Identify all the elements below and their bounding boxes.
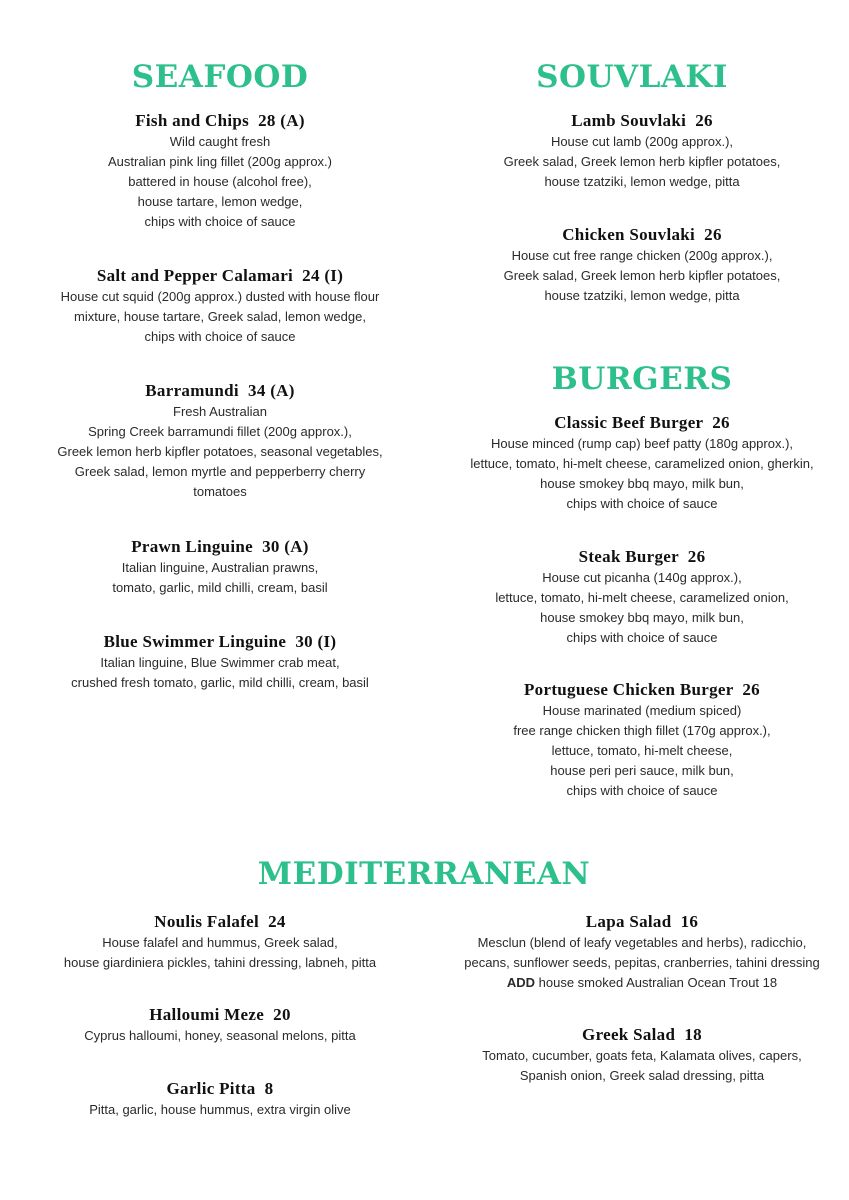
desc-line: lettuce, tomato, hi-melt cheese, <box>551 743 733 758</box>
menu-item-lamb-souvlaki <box>442 110 842 192</box>
menu-item-title: Portuguese Chicken Burger 26 <box>524 680 760 699</box>
menu-item-lapa-salad <box>442 911 842 993</box>
menu-item-description <box>20 132 420 232</box>
desc-line: house peri peri sauce, milk bun, <box>550 763 734 778</box>
menu-item-fish-and-chips <box>20 110 420 232</box>
desc-line: lettuce, tomato, hi-melt cheese, caramelized onion, gherkin, <box>470 456 814 471</box>
menu-item-halloumi-meze <box>20 1004 420 1046</box>
desc-line: house tartare, lemon wedge, <box>137 194 303 209</box>
menu-item-title: Halloumi Meze 20 <box>149 1005 291 1024</box>
menu-item-description <box>442 568 842 648</box>
menu-item-description <box>442 246 842 306</box>
desc-line: Fresh Australian <box>173 404 267 419</box>
desc-line: chips with choice of sauce <box>566 630 718 645</box>
desc-line: house tzatziki, lemon wedge, pitta <box>544 288 740 303</box>
menu-item-greek-salad <box>442 1024 842 1086</box>
desc-line: chips with choice of sauce <box>144 214 296 229</box>
desc-line: chips with choice of sauce <box>566 496 718 511</box>
menu-item-description <box>442 1046 842 1086</box>
menu-item-title: Noulis Falafel 24 <box>154 912 286 931</box>
desc-line: house smokey bbq mayo, milk bun, <box>540 476 744 491</box>
menu-item-title: Lamb Souvlaki 26 <box>571 111 713 130</box>
menu-item-description <box>442 701 842 801</box>
menu-item-description <box>20 1026 420 1046</box>
desc-line: House marinated (medium spiced) <box>542 703 742 718</box>
seafood-heading: SEAFOOD <box>131 59 309 95</box>
desc-line: Greek salad, Greek lemon herb kipfler potatoes, <box>503 268 781 283</box>
desc-line: House falafel and hummus, Greek salad, <box>102 935 338 950</box>
menu-item-noulis-falafel <box>20 911 420 973</box>
menu-item-description <box>20 653 420 693</box>
desc-line: free range chicken thigh fillet (170g approx.), <box>513 723 771 738</box>
desc-line: Pitta, garlic, house hummus, extra virgin olive <box>89 1102 351 1117</box>
souvlaki-heading: SOUVLAKI <box>536 59 728 95</box>
desc-line: House cut free range chicken (200g approx.), <box>511 248 773 263</box>
menu-item-title: Garlic Pitta 8 <box>166 1079 274 1098</box>
menu-item-title: Classic Beef Burger 26 <box>554 413 730 432</box>
desc-line: Cyprus halloumi, honey, seasonal melons, pitta <box>84 1028 356 1043</box>
desc-line: tomatoes <box>193 484 247 499</box>
burgers-heading: BURGERS <box>551 361 733 397</box>
menu-item-description <box>20 558 420 598</box>
menu-item-title: Fish and Chips 28 (A) <box>135 111 305 130</box>
menu-item-portuguese-chicken-burger <box>442 679 842 801</box>
desc-line: House cut picanha (140g approx.), <box>542 570 742 585</box>
desc-line: House cut squid (200g approx.) dusted with house flour <box>60 289 380 304</box>
menu-item-classic-beef-burger <box>442 412 842 514</box>
desc-line: battered in house (alcohol free), <box>128 174 312 189</box>
menu-item-title: Steak Burger 26 <box>578 547 706 566</box>
desc-line: Wild caught fresh <box>169 134 271 149</box>
desc-line: House cut lamb (200g approx.), <box>550 134 734 149</box>
menu-item-description <box>20 933 420 973</box>
menu-item-garlic-pitta <box>20 1078 420 1120</box>
menu-item-chicken-souvlaki <box>442 224 842 306</box>
desc-line: mixture, house tartare, Greek salad, lemon wedge, <box>74 309 366 324</box>
menu-item-title: Chicken Souvlaki 26 <box>562 225 722 244</box>
desc-line: chips with choice of sauce <box>566 783 718 798</box>
desc-line: Greek salad, Greek lemon herb kipfler potatoes, <box>503 154 781 169</box>
menu-item-steak-burger <box>442 546 842 648</box>
desc-line: crushed fresh tomato, garlic, mild chilli, cream, basil <box>71 675 369 690</box>
desc-line: Australian pink ling fillet (200g approx.) <box>107 154 332 169</box>
desc-line: Italian linguine, Australian prawns, <box>121 560 319 575</box>
menu-item-description <box>442 132 842 192</box>
desc-line: Italian linguine, Blue Swimmer crab meat, <box>100 655 340 670</box>
menu-item-salt-pepper-calamari <box>20 265 420 347</box>
menu-item-prawn-linguine <box>20 536 420 598</box>
mediterranean-heading: MEDITERRANEAN <box>257 856 591 892</box>
menu-item-title: Blue Swimmer Linguine 30 (I) <box>103 632 337 651</box>
menu-item-barramundi <box>20 380 420 502</box>
add-on-line <box>442 973 842 993</box>
desc-line: Spring Creek barramundi fillet (200g approx.), <box>88 424 352 439</box>
desc-line: Spanish onion, Greek salad dressing, pitta <box>519 1068 765 1083</box>
desc-line: lettuce, tomato, hi-melt cheese, caramelized onion, <box>495 590 789 605</box>
desc-line: chips with choice of sauce <box>144 329 296 344</box>
menu-item-title: Barramundi 34 (A) <box>145 381 295 400</box>
add-on-text: house smoked Australian Ocean Trout 18 <box>535 975 778 990</box>
menu-item-description <box>20 1100 420 1120</box>
menu-item-title: Greek Salad 18 <box>582 1025 702 1044</box>
desc-line: tomato, garlic, mild chilli, cream, basil <box>112 580 328 595</box>
desc-line: House minced (rump cap) beef patty (180g approx.), <box>490 436 794 451</box>
menu-item-blue-swimmer-linguine <box>20 631 420 693</box>
desc-line: house smokey bbq mayo, milk bun, <box>540 610 744 625</box>
add-label: ADD <box>506 975 536 990</box>
desc-line: Greek lemon herb kipfler potatoes, seasonal vegetables, <box>57 444 383 459</box>
menu-item-title: Salt and Pepper Calamari 24 (I) <box>96 266 344 285</box>
desc-line: house tzatziki, lemon wedge, pitta <box>544 174 740 189</box>
desc-line: Mesclun (blend of leafy vegetables and herbs), radicchio, <box>477 935 807 950</box>
desc-line: Greek salad, lemon myrtle and pepperberry cherry <box>74 464 366 479</box>
menu-item-description <box>20 402 420 502</box>
menu-item-description <box>20 287 420 347</box>
desc-line: pecans, sunflower seeds, pepitas, cranberries, tahini dressing <box>464 955 820 970</box>
menu-item-title: Prawn Linguine 30 (A) <box>131 537 309 556</box>
menu-item-description <box>442 434 842 514</box>
desc-line: Tomato, cucumber, goats feta, Kalamata olives, capers, <box>482 1048 802 1063</box>
menu-item-title: Lapa Salad 16 <box>585 912 699 931</box>
menu-item-description <box>442 933 842 993</box>
desc-line: house giardiniera pickles, tahini dressing, labneh, pitta <box>63 955 377 970</box>
